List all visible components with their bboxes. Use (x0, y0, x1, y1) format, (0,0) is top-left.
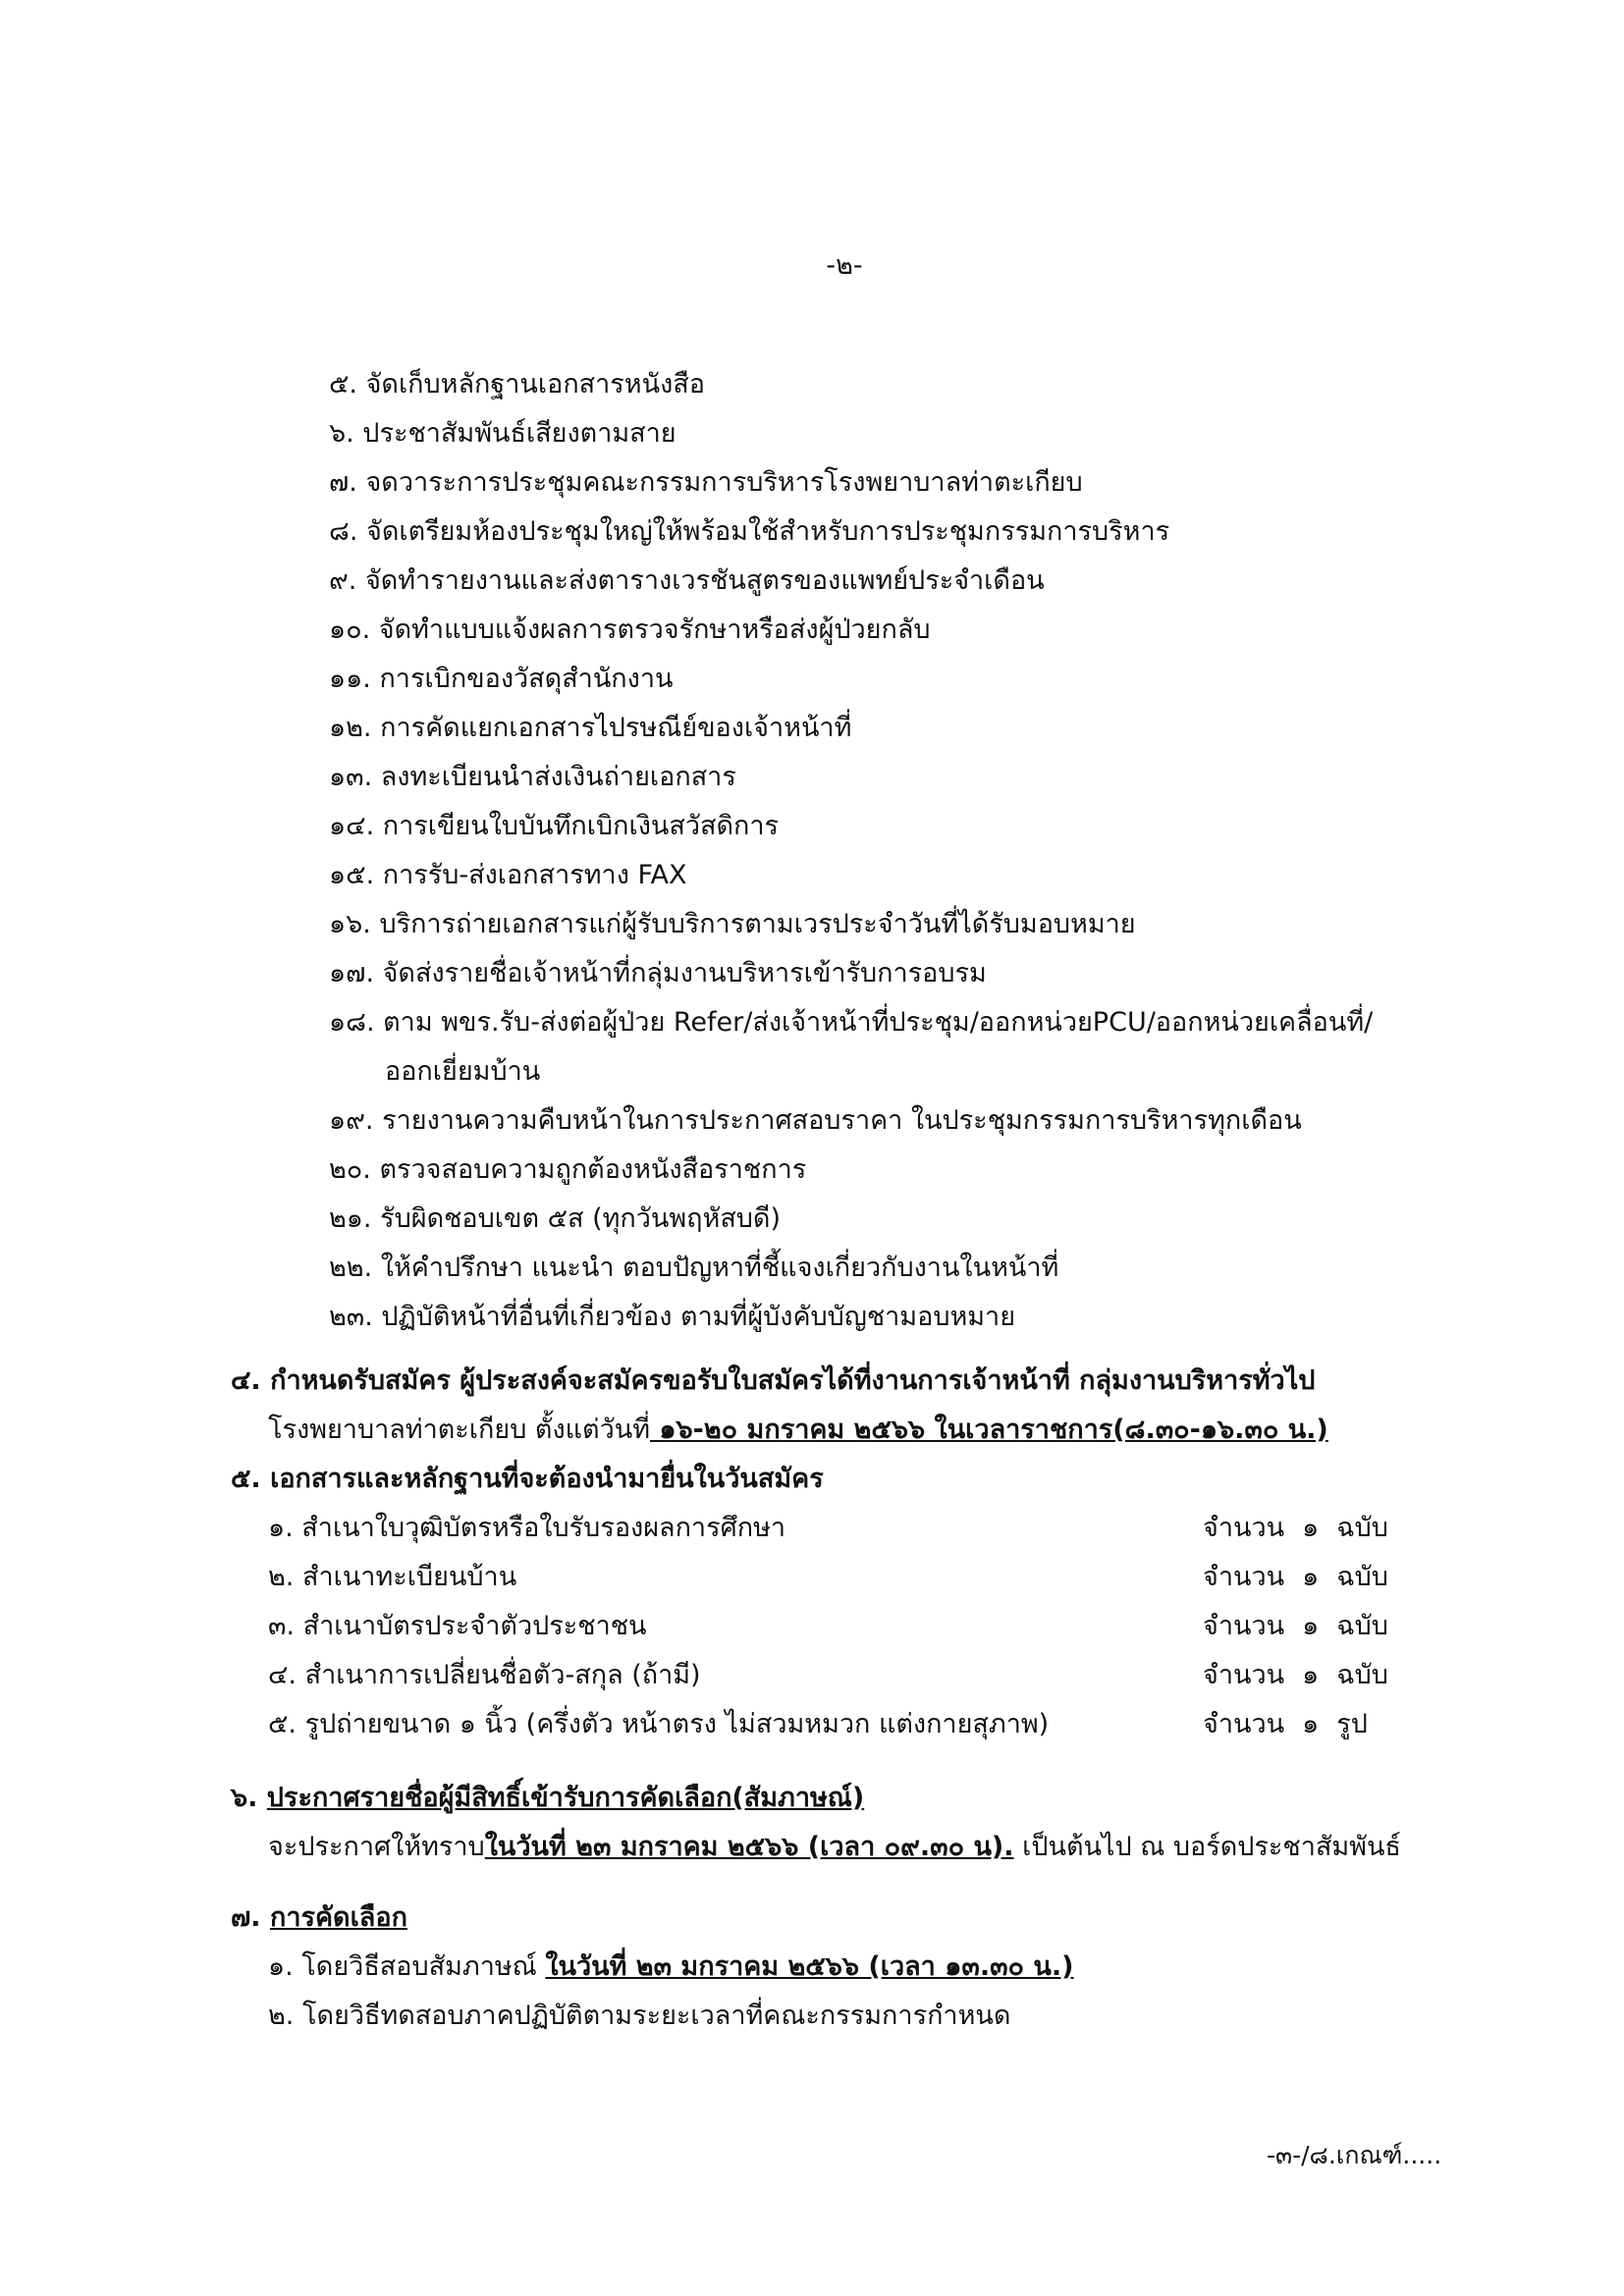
section-4-office: โรงพยาบาลท่าตะเกียบ ตั้งแต่วันที่ (268, 1415, 650, 1445)
duty-item: ๑๓. ลงทะเบียนนำส่งเงินถ่ายเอกสาร (329, 762, 736, 792)
document-quantity: จำนวน ๑ ฉบับ (1203, 1562, 1388, 1592)
section-7-heading (231, 1904, 407, 1931)
duty-item: ๒๐. ตรวจสอบความถูกต้องหนังสือราชการ (329, 1154, 807, 1185)
document-quantity: จำนวน ๑ ฉบับ (1203, 1660, 1388, 1690)
section-7-title: การคัดเลือก (269, 1902, 407, 1933)
document-quantity: จำนวน ๑ ฉบับ (1203, 1513, 1388, 1543)
section-6-text: จะประกาศให้ทราบในวันที่ ๒๓ มกราคม ๒๕๖๖ (เวลา ๐๙.๓๐ น). เป็นต้นไป ณ บอร์ดประชาสัมพันธ์ (268, 1832, 1401, 1862)
document-item: ๓. สำเนาบัตรประจำตัวประชาชน (268, 1611, 647, 1641)
duty-item: ๑๐. จัดทำแบบแจ้งผลการตรวจรักษาหรือส่งผู้ป่วยกลับ (329, 614, 931, 645)
document-item: ๒. สำเนาทะเบียนบ้าน (268, 1562, 517, 1592)
section-5-heading: ๕. เอกสารและหลักฐานที่จะต้องนำมายื่นในวันสมัคร (231, 1464, 824, 1494)
section-4-heading: ๔. กำหนดรับสมัคร ผู้ประสงค์จะสมัครขอรับใบสมัครได้ที่งานการเจ้าหน้าที่ กลุ่มงานบริหารทั่วไป (231, 1365, 1316, 1396)
document-quantity: จำนวน ๑ ฉบับ (1203, 1611, 1388, 1641)
selection-method-item: ๑. โดยวิธีสอบสัมภาษณ์ ในวันที่ ๒๓ มกราคม ๒๕๖๖ (เวลา ๑๓.๓๐ น.) (268, 1951, 1074, 1982)
section-6-announce-date: ในวันที่ ๒๓ มกราคม ๒๕๖๖ (เวลา ๐๙.๓๐ น). (484, 1832, 1014, 1862)
duty-item: ๑๕. การรับ-ส่งเอกสารทาง FAX (329, 860, 687, 890)
duty-item: ๒๓. ปฏิบัติหน้าที่อื่นที่เกี่ยวข้อง ตามที่ผู้บังคับบัญชามอบหมาย (329, 1302, 1016, 1332)
duty-item: ๑๘. ตาม พขร.รับ-ส่งต่อผู้ป่วย Refer/ส่งเจ้าหน้าที่ประชุม/ออกหน่วยPCU/ออกหน่วยเคลื่อนที่/ (329, 1007, 1374, 1038)
duty-item: ๑๗. จัดส่งรายชื่อเจ้าหน้าที่กลุ่มงานบริหารเข้ารับการอบรม (329, 958, 987, 988)
duty-item: ๕. จัดเก็บหลักฐานเอกสารหนังสือ (329, 369, 705, 400)
document-quantity: จำนวน ๑ รูป (1203, 1709, 1368, 1739)
section-6-title: ประกาศรายชื่อผู้มีสิทธิ์เข้ารับการคัดเลือก(สัมภาษณ์) (266, 1783, 865, 1813)
document-item: ๑. สำเนาใบวุฒิบัตรหรือใบรับรองผลการศึกษา (268, 1513, 786, 1543)
duty-item: ๑๑. การเบิกของวัสดุสำนักงาน (329, 664, 674, 694)
duty-item: ๑๙. รายงานความคืบหน้าในการประกาศสอบราคา ในประชุมกรรมการบริหารทุกเดือน (329, 1105, 1302, 1136)
continuation-footer: -๓-/๘.เกณฑ์..... (1267, 2141, 1442, 2169)
duty-item: ๑๒. การคัดแยกเอกสารไปรษณีย์ของเจ้าหน้าที่ (329, 713, 852, 743)
duty-item: ๒๒. ให้คำปรึกษา แนะนำ ตอบปัญหาที่ชี้แจงเกี่ยวกับงานในหน้าที่ (329, 1253, 1059, 1283)
section-6-heading (231, 1785, 864, 1811)
page-number: -๒- (826, 250, 863, 281)
section-4-date-range: ๑๖-๒๐ มกราคม ๒๕๖๖ ในเวลาราชการ(๘.๓๐-๑๖.๓๐ น.) (650, 1415, 1328, 1445)
duty-item: ๑๖. บริการถ่ายเอกสารแก่ผู้รับบริการตามเวรประจำวันที่ได้รับมอบหมาย (329, 909, 1136, 939)
duty-item: ๖. ประชาสัมพันธ์เสียงตามสาย (329, 418, 677, 449)
duty-item: ๘. จัดเตรียมห้องประชุมใหญ่ให้พร้อมใช้สำหรับการประชุมกรรมการบริหาร (329, 516, 1170, 547)
interview-date: ในวันที่ ๒๓ มกราคม ๒๕๖๖ (เวลา ๑๓.๓๐ น.) (545, 1951, 1074, 1982)
document-item: ๔. สำเนาการเปลี่ยนชื่อตัว-สกุล (ถ้ามี) (268, 1660, 701, 1690)
selection-method-item: ๒. โดยวิธีทดสอบภาคปฏิบัติตามระยะเวลาที่คณะกรรมการกำหนด (268, 2001, 1011, 2031)
duty-item: ๗. จดวาระการประชุมคณะกรรมการบริหารโรงพยาบาลท่าตะเกียบ (329, 467, 1083, 498)
duty-item: ๒๑. รับผิดชอบเขต ๕ส (ทุกวันพฤหัสบดี) (329, 1203, 782, 1234)
section-4-dates (268, 1416, 1328, 1443)
duty-item: ๙. จัดทำรายงานและส่งตารางเวรชันสูตรของแพทย์ประจำเดือน (329, 565, 1045, 596)
section-7-number: ๗. (231, 1902, 270, 1933)
duty-item-continuation: ออกเยี่ยมบ้าน (385, 1056, 541, 1087)
duty-item: ๑๔. การเขียนใบบันทึกเบิกเงินสวัสดิการ (329, 811, 780, 841)
document-item: ๕. รูปถ่ายขนาด ๑ นิ้ว (ครึ่งตัว หน้าตรง ไม่สวมหมวก แต่งกายสุภาพ) (268, 1709, 1050, 1739)
section-6-number: ๖. (231, 1783, 267, 1813)
